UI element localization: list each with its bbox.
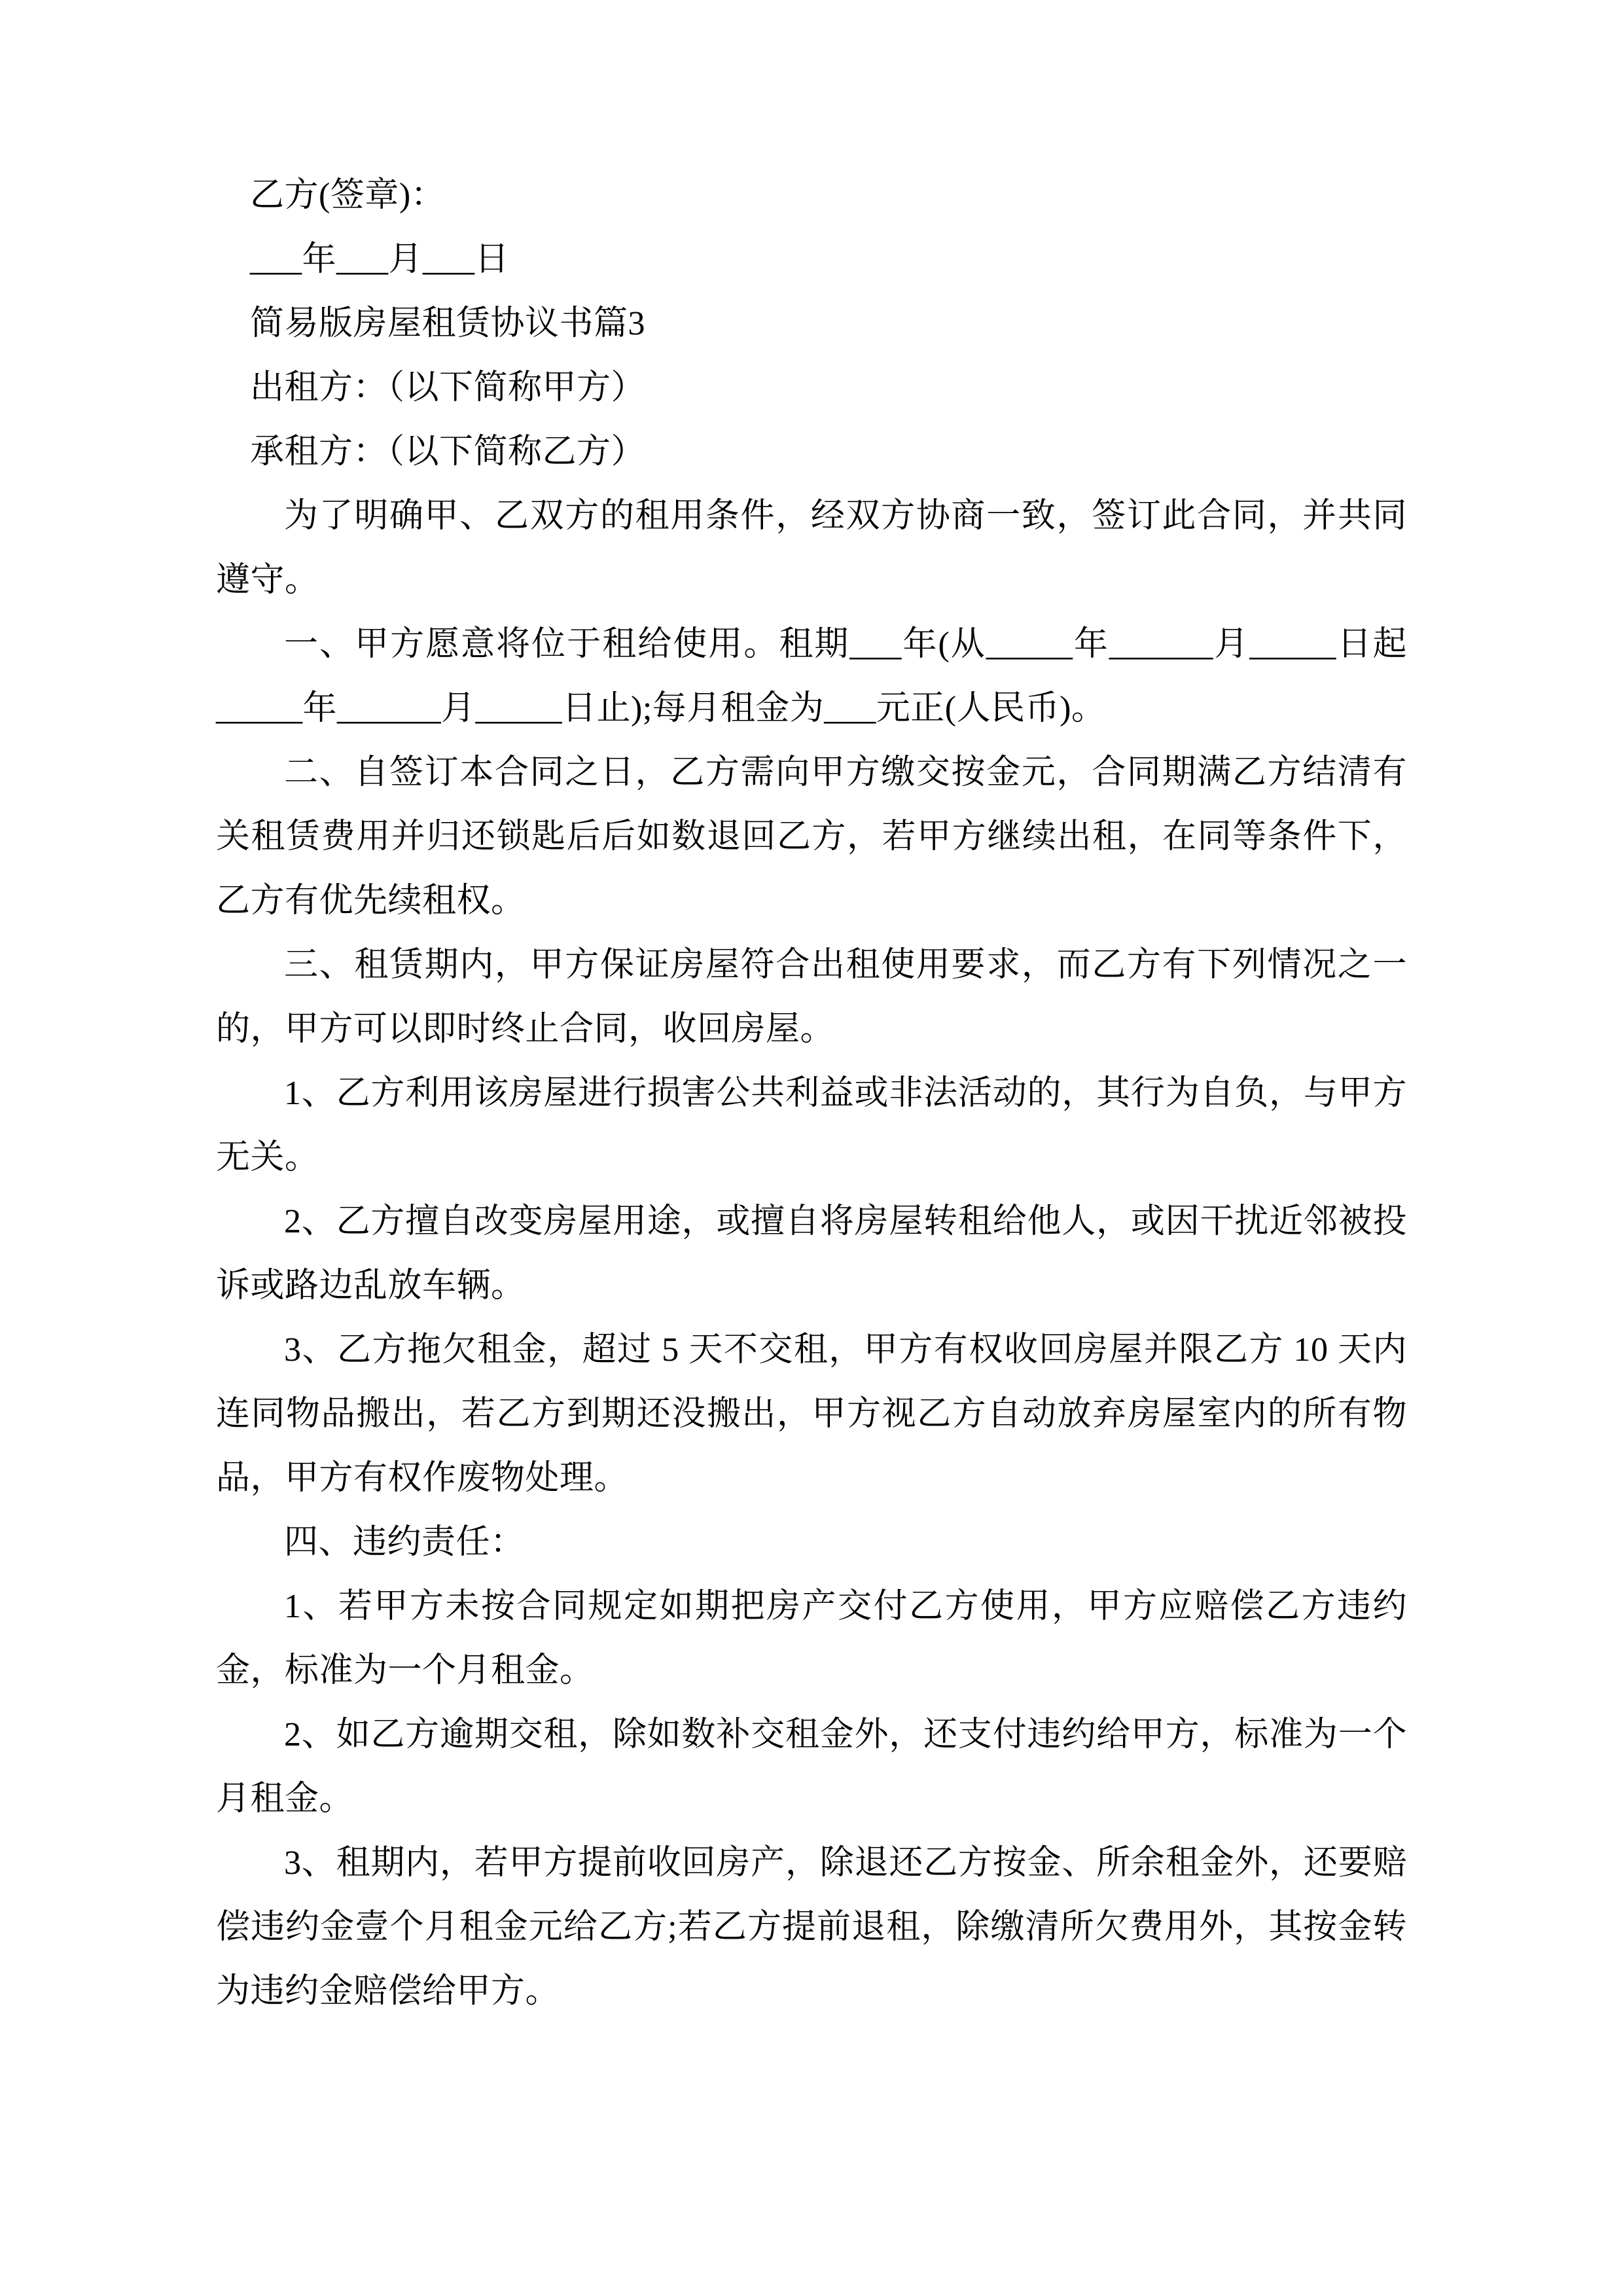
document-title: 简易版房屋租赁协议书篇3 — [250, 305, 646, 342]
preamble-paragraph: 为了明确甲、乙双方的租用条件，经双方协商一致，签订此合同，并共同遵守。 — [216, 497, 1407, 599]
document-body — [216, 164, 1407, 2024]
signature-date-line: ___年___月___日 — [250, 241, 510, 278]
clause-three-item-2: 2、乙方擅自改变房屋用途，或擅自将房屋转租给他人，或因干扰近邻被投诉或路边乱放车辆。 — [216, 1203, 1407, 1304]
clause-four-item-3: 3、租期内，若甲方提前收回房产，除退还乙方按金、所余租金外，还要赔偿违约金壹个月租金元给乙方;若乙方提前退租，除缴清所欠费用外，其按金转为违约金赔偿给甲方。 — [216, 1844, 1407, 2010]
clause-four: 四、违约责任： — [284, 1524, 525, 1561]
clause-three-item-1: 1、乙方利用该房屋进行损害公共利益或非法活动的，其行为自负，与甲方无关。 — [216, 1075, 1407, 1176]
clause-four-item-1: 1、若甲方未按合同规定如期把房产交付乙方使用，甲方应赔偿乙方违约金，标准为一个月租金。 — [216, 1588, 1407, 1689]
lessor-line: 出租方：（以下简称甲方） — [250, 369, 646, 406]
clause-one: 一、甲方愿意将位于租给使用。租期___年(从_____年______月_____日起_____年______月_____日止);每月租金为___元正(人民币)。 — [216, 626, 1407, 727]
party-b-signature-line: 乙方(签章)： — [250, 177, 446, 214]
clause-three: 三、租赁期内，甲方保证房屋符合出租使用要求，而乙方有下列情况之一的，甲方可以即时终止合同，收回房屋。 — [216, 946, 1407, 1048]
clause-four-item-2: 2、如乙方逾期交租，除如数补交租金外，还支付违约给甲方，标准为一个月租金。 — [216, 1716, 1407, 1818]
clause-three-item-3: 3、乙方拖欠租金，超过 5 天不交租，甲方有权收回房屋并限乙方 10 天内连同物品搬出，若乙方到期还没搬出，甲方视乙方自动放弃房屋室内的所有物品，甲方有权作废物处理。 — [216, 1331, 1407, 1497]
lessee-line: 承租方：（以下简称乙方） — [250, 433, 646, 471]
clause-two: 二、自签订本合同之日，乙方需向甲方缴交按金元，合同期满乙方结清有关租赁费用并归还锁匙后后如数退回乙方，若甲方继续出租，在同等条件下，乙方有优先续租权。 — [216, 754, 1407, 920]
